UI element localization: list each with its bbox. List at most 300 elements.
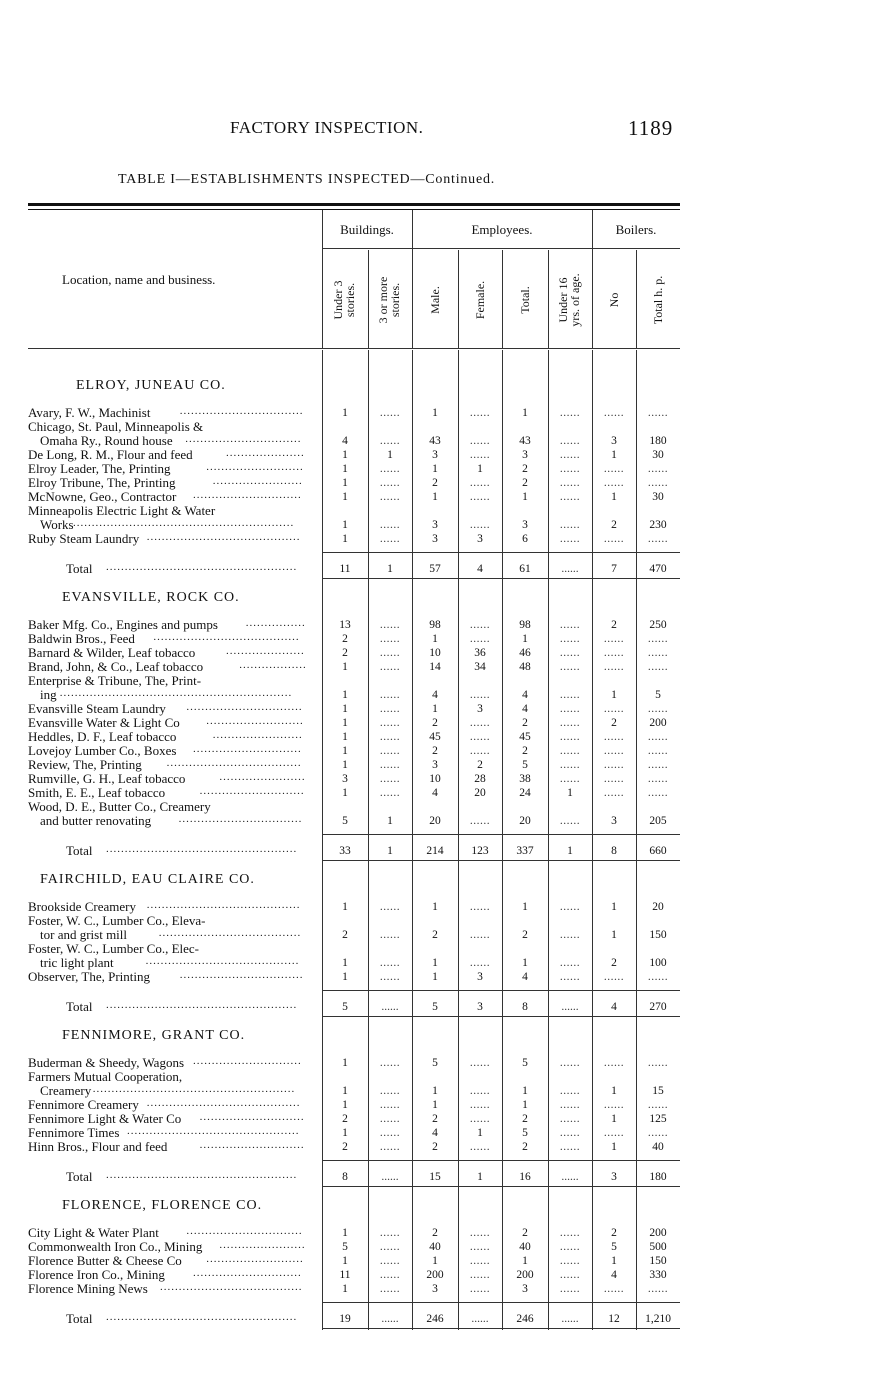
cell-under-3-stories: 1: [342, 1227, 348, 1239]
cell-3-or-more-stories: ......: [379, 929, 401, 941]
total-cell-3-or-more-stories: 1: [387, 845, 393, 857]
total-row: [28, 844, 680, 858]
table-row: [28, 476, 680, 490]
establishment-name: Fennimore Times: [28, 1126, 120, 1140]
body-column-separator: [548, 350, 549, 1330]
cell-total-hp: 150: [649, 1255, 667, 1267]
establishment-name: De Long, R. M., Flour and feed: [28, 448, 193, 462]
cell-under-3-stories: 2: [342, 1113, 348, 1125]
cell-male: 4: [432, 787, 438, 799]
leader-dots: ..........................: [206, 461, 304, 473]
cell-under-3-stories: 1: [342, 1255, 348, 1267]
cell-boilers-no: 1: [611, 491, 617, 503]
header-column-separator: [412, 210, 413, 348]
cell-under-3-stories: 1: [342, 1099, 348, 1111]
cell-male: 1: [432, 703, 438, 715]
cell-3-or-more-stories: ......: [379, 759, 401, 771]
table-row: [28, 758, 680, 772]
establishment-name: Ruby Steam Laundry: [28, 532, 140, 546]
table-row: [28, 434, 680, 448]
cell-boilers-no: 1: [611, 1085, 617, 1097]
table-row: [28, 1254, 680, 1268]
cell-total: 6: [522, 533, 528, 545]
cell-female: ......: [469, 957, 491, 969]
cell-boilers-no: ......: [603, 1057, 625, 1069]
col-header-under-3-stories: Under 3 stories.: [331, 280, 357, 320]
cell-boilers-no: 2: [611, 519, 617, 531]
cell-under-16: ......: [559, 703, 581, 715]
establishment-name: Wood, D. E., Butter Co., Creamery: [28, 800, 211, 814]
leader-dots: .............................: [193, 1055, 302, 1067]
body-column-separator: [322, 350, 323, 1330]
cell-3-or-more-stories: ......: [379, 407, 401, 419]
establishment-name: Evansville Steam Laundry: [28, 702, 166, 716]
cell-under-16: ......: [559, 1057, 581, 1069]
cell-male: 4: [432, 1127, 438, 1139]
establishment-name: Foster, W. C., Lumber Co., Eleva-: [28, 914, 206, 928]
cell-total-hp: 5: [655, 689, 661, 701]
cell-under-3-stories: 1: [342, 491, 348, 503]
cell-boilers-no: 5: [611, 1241, 617, 1253]
cell-boilers-no: 1: [611, 1255, 617, 1267]
header-column-separator: [548, 250, 549, 348]
total-rule: [322, 552, 680, 553]
cell-under-3-stories: 1: [342, 1057, 348, 1069]
total-row: [28, 1000, 680, 1014]
cell-under-3-stories: 1: [342, 901, 348, 913]
establishment-name: tric light plant: [40, 956, 114, 970]
cell-under-3-stories: 3: [342, 773, 348, 785]
total-cell-boilers-no: 12: [608, 1313, 620, 1325]
cell-3-or-more-stories: ......: [379, 971, 401, 983]
total-cell-3-or-more-stories: 1: [387, 563, 393, 575]
cell-male: 20: [429, 815, 441, 827]
cell-female: ......: [469, 1269, 491, 1281]
cell-under-3-stories: 1: [342, 463, 348, 475]
cell-female: ......: [469, 477, 491, 489]
cell-boilers-no: 2: [611, 717, 617, 729]
cell-under-3-stories: 1: [342, 1127, 348, 1139]
establishment-name: Foster, W. C., Lumber Co., Elec-: [28, 942, 199, 956]
leader-dots: .............................: [193, 1267, 302, 1279]
header-column-separator: [458, 250, 459, 348]
cell-male: 1: [432, 1255, 438, 1267]
cell-3-or-more-stories: 1: [387, 815, 393, 827]
leader-dots: ..................: [239, 659, 307, 671]
cell-3-or-more-stories: ......: [379, 1113, 401, 1125]
cell-total-hp: ......: [647, 477, 669, 489]
table-row: [28, 532, 680, 546]
total-cell-male: 246: [426, 1313, 444, 1325]
cell-female: ......: [469, 1227, 491, 1239]
table-row: [28, 1084, 680, 1098]
leader-dots: .................................: [178, 813, 303, 825]
cell-total: 1: [522, 633, 528, 645]
cell-male: 1: [432, 901, 438, 913]
cell-under-16: ......: [559, 407, 581, 419]
section-title: EVANSVILLE, ROCK CO.: [62, 590, 240, 605]
cell-under-16: ......: [559, 929, 581, 941]
cell-female: 3: [477, 533, 483, 545]
cell-under-16: ......: [559, 463, 581, 475]
leader-dots: ........................: [212, 475, 303, 487]
cell-total: 38: [519, 773, 531, 785]
total-cell-total-hp: 470: [649, 563, 667, 575]
cell-3-or-more-stories: ......: [379, 1057, 401, 1069]
total-label: Total: [66, 1312, 93, 1326]
total-cell-total-hp: 180: [649, 1171, 667, 1183]
cell-female: 1: [477, 463, 483, 475]
leader-dots: ......................................: [160, 1281, 303, 1293]
cell-total-hp: 15: [652, 1085, 664, 1097]
cell-total-hp: ......: [647, 773, 669, 785]
total-label: Total: [66, 562, 93, 576]
cell-total: 2: [522, 1141, 528, 1153]
total-cell-total: 16: [519, 1171, 531, 1183]
header-column-separator: [502, 250, 503, 348]
cell-3-or-more-stories: ......: [379, 731, 401, 743]
cell-male: 1: [432, 491, 438, 503]
cell-male: 3: [432, 1283, 438, 1295]
cell-under-3-stories: 1: [342, 1085, 348, 1097]
cell-total-hp: ......: [647, 661, 669, 673]
table-row: [28, 814, 680, 828]
table-row: [28, 772, 680, 786]
cell-boilers-no: ......: [603, 971, 625, 983]
establishment-name: Buderman & Sheedy, Wagons: [28, 1056, 185, 1070]
cell-under-3-stories: 1: [342, 407, 348, 419]
cell-female: ......: [469, 449, 491, 461]
cell-total: 4: [522, 971, 528, 983]
cell-male: 5: [432, 1057, 438, 1069]
table-top-rule: [28, 203, 680, 206]
cell-total: 98: [519, 619, 531, 631]
cell-total-hp: ......: [647, 533, 669, 545]
total-cell-3-or-more-stories: ......: [381, 1313, 399, 1325]
cell-3-or-more-stories: ......: [379, 717, 401, 729]
cell-3-or-more-stories: ......: [379, 901, 401, 913]
cell-total: 2: [522, 477, 528, 489]
cell-3-or-more-stories: ......: [379, 773, 401, 785]
establishment-name: McNowne, Geo., Contractor: [28, 490, 177, 504]
cell-female: 20: [474, 787, 486, 799]
leader-dots: ................: [245, 617, 306, 629]
total-rule: [322, 834, 680, 835]
cell-male: 2: [432, 745, 438, 757]
total-cell-female: 123: [471, 845, 489, 857]
total-cell-male: 57: [429, 563, 441, 575]
total-cell-under-16: 1: [567, 845, 573, 857]
cell-total-hp: 230: [649, 519, 667, 531]
cell-3-or-more-stories: ......: [379, 1283, 401, 1295]
leader-dots: .......................................: [153, 631, 300, 643]
cell-3-or-more-stories: ......: [379, 1269, 401, 1281]
cell-female: ......: [469, 929, 491, 941]
leader-dots: .........................................: [146, 1097, 301, 1109]
cell-under-16: ......: [559, 1283, 581, 1295]
cell-under-16: ......: [559, 1085, 581, 1097]
body-column-separator: [636, 350, 637, 1330]
cell-male: 10: [429, 773, 441, 785]
table-row: [28, 462, 680, 476]
cell-male: 2: [432, 1227, 438, 1239]
establishment-name: Florence Butter & Cheese Co: [28, 1254, 182, 1268]
cell-female: 28: [474, 773, 486, 785]
body-column-separator: [458, 350, 459, 1330]
cell-under-3-stories: 1: [342, 731, 348, 743]
col-header-boilers-no: No: [607, 292, 621, 308]
cell-total: 1: [522, 1099, 528, 1111]
table-row: [28, 1056, 680, 1070]
cell-boilers-no: 1: [611, 1141, 617, 1153]
table-row: [28, 942, 680, 956]
cell-total-hp: ......: [647, 759, 669, 771]
total-label: Total: [66, 1170, 93, 1184]
cell-female: ......: [469, 815, 491, 827]
cell-under-16: ......: [559, 491, 581, 503]
cell-total-hp: 20: [652, 901, 664, 913]
employees-group-header: Employees.: [471, 222, 533, 237]
table-row: [28, 1126, 680, 1140]
cell-under-3-stories: 2: [342, 647, 348, 659]
cell-3-or-more-stories: ......: [379, 647, 401, 659]
cell-male: 2: [432, 477, 438, 489]
cell-under-3-stories: 1: [342, 689, 348, 701]
cell-male: 45: [429, 731, 441, 743]
establishment-name: Evansville Water & Light Co: [28, 716, 180, 730]
cell-total-hp: ......: [647, 1283, 669, 1295]
cell-total: 2: [522, 745, 528, 757]
cell-under-16: ......: [559, 731, 581, 743]
cell-total: 3: [522, 519, 528, 531]
establishment-name: Rumville, G. H., Leaf tobacco: [28, 772, 186, 786]
leader-dots: ............................: [199, 785, 305, 797]
establishment-name: Hinn Bros., Flour and feed: [28, 1140, 168, 1154]
total-rule: [322, 1160, 680, 1161]
cell-total-hp: ......: [647, 745, 669, 757]
total-cell-total: 8: [522, 1001, 528, 1013]
cell-total: 2: [522, 929, 528, 941]
table-row: [28, 518, 680, 532]
total-cell-under-16: ......: [561, 1171, 579, 1183]
cell-total-hp: ......: [647, 731, 669, 743]
page-number: 1189: [628, 116, 674, 140]
cell-boilers-no: ......: [603, 463, 625, 475]
total-cell-male: 15: [429, 1171, 441, 1183]
cell-male: 2: [432, 717, 438, 729]
establishment-name: Barnard & Wilder, Leaf tobacco: [28, 646, 196, 660]
cell-total-hp: ......: [647, 971, 669, 983]
header-column-separator: [592, 210, 593, 348]
section-title: ELROY, JUNEAU CO.: [76, 378, 226, 393]
cell-total: 20: [519, 815, 531, 827]
header-bottom-rule: [28, 348, 680, 349]
table-row: [28, 716, 680, 730]
cell-total-hp: 150: [649, 929, 667, 941]
cell-boilers-no: 2: [611, 957, 617, 969]
cell-male: 3: [432, 449, 438, 461]
cell-3-or-more-stories: ......: [379, 533, 401, 545]
total-cell-total: 246: [516, 1313, 534, 1325]
cell-male: 1: [432, 633, 438, 645]
cell-male: 2: [432, 1113, 438, 1125]
establishment-name: Fennimore Light & Water Co: [28, 1112, 182, 1126]
cell-3-or-more-stories: ......: [379, 745, 401, 757]
total-cell-female: 4: [477, 563, 483, 575]
buildings-group-header: Buildings.: [340, 222, 394, 237]
cell-under-3-stories: 11: [339, 1269, 351, 1281]
table-row: [28, 618, 680, 632]
establishment-name: City Light & Water Plant: [28, 1226, 159, 1240]
cell-total: 1: [522, 1085, 528, 1097]
establishment-name: Florence Mining News: [28, 1282, 148, 1296]
establishment-name: Review, The, Printing: [28, 758, 142, 772]
cell-total-hp: ......: [647, 407, 669, 419]
cell-female: ......: [469, 407, 491, 419]
cell-total: 2: [522, 717, 528, 729]
total-rule: [322, 990, 680, 991]
cell-under-16: ......: [559, 449, 581, 461]
cell-boilers-no: ......: [603, 1283, 625, 1295]
cell-under-16: ......: [559, 1113, 581, 1125]
total-cell-under-3-stories: 19: [339, 1313, 351, 1325]
cell-male: 2: [432, 929, 438, 941]
cell-female: 1: [477, 1127, 483, 1139]
cell-3-or-more-stories: ......: [379, 1227, 401, 1239]
leader-dots: .....................: [226, 447, 305, 459]
leader-dots: ...............................: [186, 701, 303, 713]
leader-dots: ...............................: [186, 1225, 303, 1237]
cell-3-or-more-stories: 1: [387, 449, 393, 461]
cell-3-or-more-stories: ......: [379, 477, 401, 489]
cell-total: 5: [522, 759, 528, 771]
cell-male: 2: [432, 1141, 438, 1153]
cell-under-16: ......: [559, 1141, 581, 1153]
page-header: [0, 118, 870, 142]
cell-boilers-no: 1: [611, 901, 617, 913]
cell-boilers-no: 3: [611, 435, 617, 447]
cell-female: 3: [477, 703, 483, 715]
cell-total: 200: [516, 1269, 534, 1281]
cell-3-or-more-stories: ......: [379, 1141, 401, 1153]
leader-dots: ...................................................: [106, 1169, 298, 1181]
cell-under-16: ......: [559, 971, 581, 983]
leader-dots: ...................................................: [106, 561, 298, 573]
cell-male: 3: [432, 759, 438, 771]
cell-total: 24: [519, 787, 531, 799]
cell-total-hp: 200: [649, 717, 667, 729]
leader-dots: .......................: [219, 771, 306, 783]
cell-under-16: 1: [567, 787, 573, 799]
cell-male: 43: [429, 435, 441, 447]
cell-male: 1: [432, 407, 438, 419]
cell-under-16: ......: [559, 1227, 581, 1239]
establishment-name: Baldwin Bros., Feed: [28, 632, 135, 646]
cell-under-3-stories: 1: [342, 759, 348, 771]
cell-total-hp: 330: [649, 1269, 667, 1281]
total-cell-3-or-more-stories: ......: [381, 1001, 399, 1013]
cell-3-or-more-stories: ......: [379, 463, 401, 475]
cell-boilers-no: ......: [603, 633, 625, 645]
cell-total-hp: 205: [649, 815, 667, 827]
cell-under-16: ......: [559, 717, 581, 729]
cell-total-hp: 125: [649, 1113, 667, 1125]
leader-dots: ..............................................: [127, 1125, 300, 1137]
cell-total: 45: [519, 731, 531, 743]
cell-female: ......: [469, 901, 491, 913]
running-title: FACTORY INSPECTION.: [230, 118, 424, 137]
cell-under-16: ......: [559, 815, 581, 827]
cell-total: 1: [522, 1255, 528, 1267]
cell-total-hp: ......: [647, 1057, 669, 1069]
cell-total: 3: [522, 1283, 528, 1295]
cell-under-3-stories: 1: [342, 533, 348, 545]
cell-under-16: ......: [559, 1099, 581, 1111]
cell-male: 40: [429, 1241, 441, 1253]
establishment-name: Florence Iron Co., Mining: [28, 1268, 165, 1282]
cell-boilers-no: ......: [603, 533, 625, 545]
cell-female: ......: [469, 491, 491, 503]
cell-under-16: ......: [559, 477, 581, 489]
cell-under-16: ......: [559, 759, 581, 771]
col-header-total: Total.: [518, 286, 532, 314]
leader-dots: .......................: [219, 1239, 306, 1251]
cell-boilers-no: 1: [611, 929, 617, 941]
total-cell-female: 1: [477, 1171, 483, 1183]
establishment-name: Farmers Mutual Cooperation,: [28, 1070, 183, 1084]
table-top-rule-thin: [28, 209, 680, 210]
leader-dots: .........................................: [146, 531, 301, 543]
cell-under-3-stories: 1: [342, 1283, 348, 1295]
leader-dots: ......................................................: [92, 1083, 296, 1095]
establishment-name: Elroy Tribune, The, Printing: [28, 476, 176, 490]
cell-female: ......: [469, 717, 491, 729]
cell-3-or-more-stories: ......: [379, 491, 401, 503]
cell-under-3-stories: 1: [342, 449, 348, 461]
section-title: FAIRCHILD, EAU CLAIRE CO.: [40, 872, 255, 887]
cell-under-16: ......: [559, 647, 581, 659]
cell-female: 36: [474, 647, 486, 659]
cell-total-hp: ......: [647, 463, 669, 475]
cell-3-or-more-stories: ......: [379, 703, 401, 715]
cell-female: ......: [469, 435, 491, 447]
leader-dots: ....................................: [166, 757, 302, 769]
cell-under-16: ......: [559, 661, 581, 673]
establishment-name: Omaha Ry., Round house: [40, 434, 173, 448]
cell-under-3-stories: 13: [339, 619, 351, 631]
cell-boilers-no: 4: [611, 1269, 617, 1281]
cell-under-16: ......: [559, 533, 581, 545]
table-row: [28, 1098, 680, 1112]
total-cell-total-hp: 1,210: [645, 1313, 671, 1325]
total-cell-total-hp: 660: [649, 845, 667, 857]
cell-total: 2: [522, 463, 528, 475]
table-row: [28, 744, 680, 758]
total-bottom-rule: [322, 1328, 680, 1329]
leader-dots: ......................................: [158, 927, 302, 939]
cell-boilers-no: 1: [611, 449, 617, 461]
cell-total-hp: 30: [652, 491, 664, 503]
cell-total-hp: ......: [647, 633, 669, 645]
table-row: [28, 786, 680, 800]
cell-female: 2: [477, 759, 483, 771]
cell-female: ......: [469, 1283, 491, 1295]
cell-under-16: ......: [559, 773, 581, 785]
leader-dots: ........................: [212, 729, 303, 741]
cell-3-or-more-stories: ......: [379, 689, 401, 701]
cell-under-3-stories: 4: [342, 435, 348, 447]
leader-dots: .........................................: [145, 955, 300, 967]
